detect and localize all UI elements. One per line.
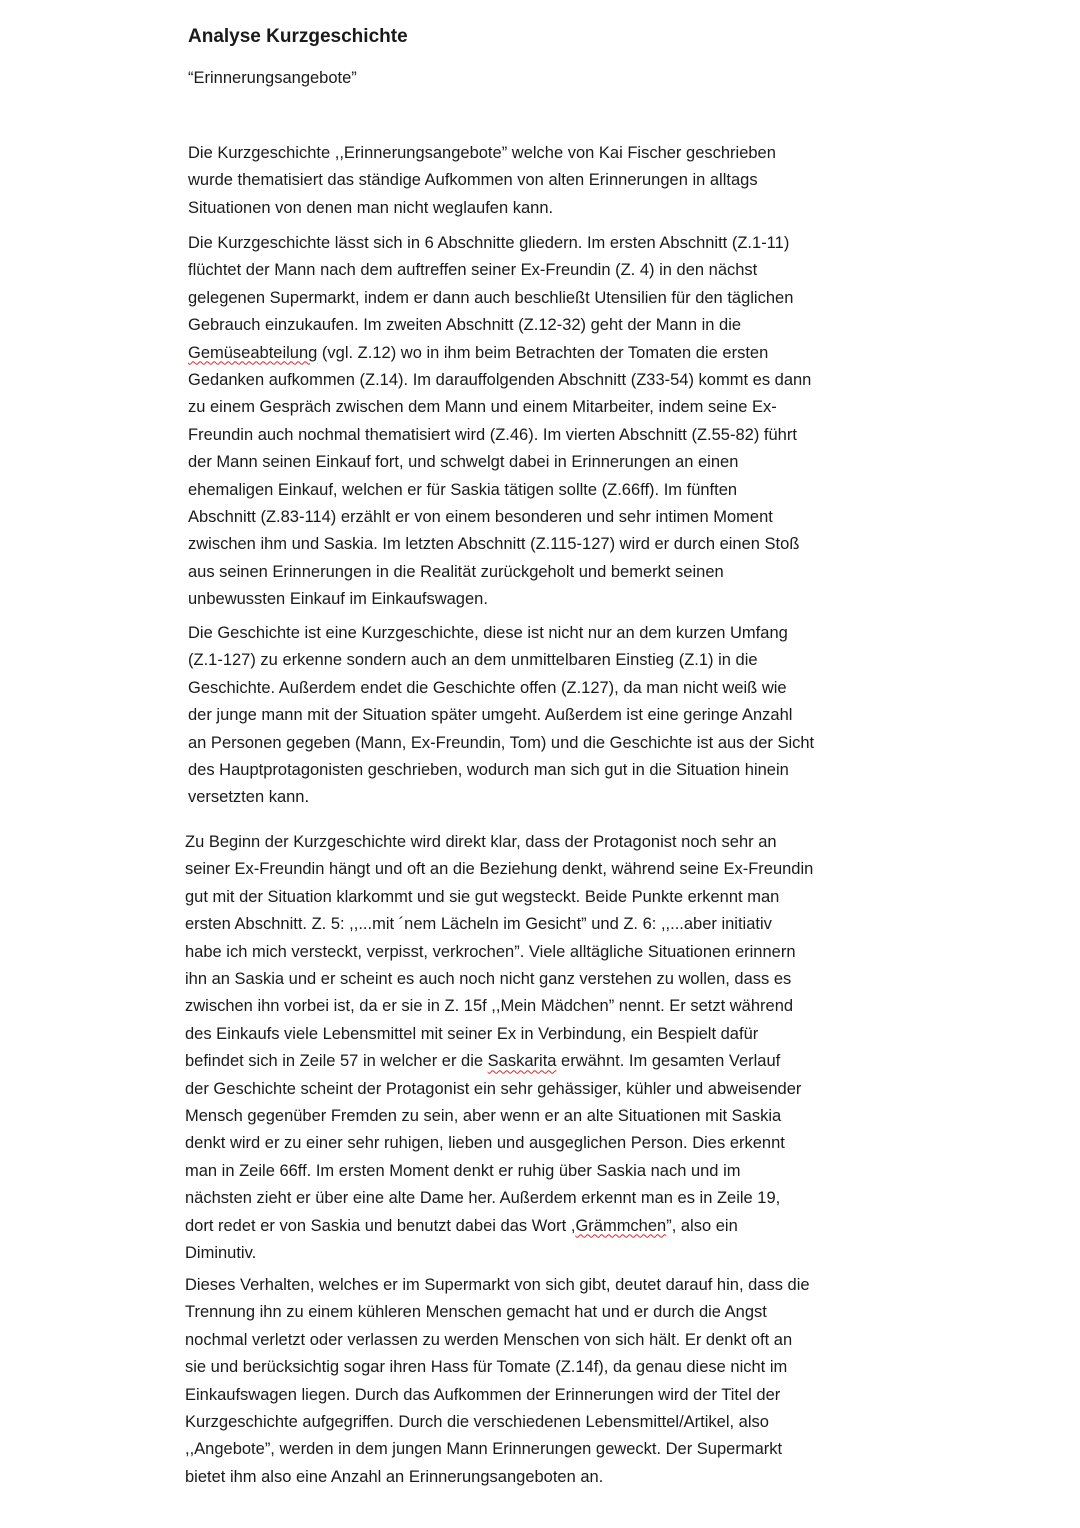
spellcheck-flag[interactable]: Grämmchen xyxy=(575,1216,667,1235)
text-line: ehemaligen Einkauf, welchen er für Saskia tätigen sollte (Z.66ff). Im fünften xyxy=(188,480,738,499)
text-line: Freundin auch nochmal thematisiert wird (Z.46). Im vierten Abschnitt (Z.55-82) führt xyxy=(188,425,797,444)
text-line: versetzten kann. xyxy=(188,788,310,807)
text-line: des Einkaufs viele Lebensmittel mit seiner Ex in Verbindung, ein Bespielt dafür xyxy=(185,1024,759,1043)
text-line: Trennung ihn zu einem kühleren Menschen gemacht hat und er durch die Angst xyxy=(185,1303,767,1322)
text-line: Gemüseabteilung (vgl. Z.12) wo in ihm beim Betrachten der Tomaten die ersten xyxy=(188,343,769,362)
text-line: Die Kurzgeschichte lässt sich in 6 Abschnitte gliedern. Im ersten Abschnitt (Z.1-11) xyxy=(188,234,790,252)
text-line: befindet sich in Zeile 57 in welcher er die Saskarita erwähnt. Im gesamten Verlauf xyxy=(185,1052,781,1071)
text-line: Situationen von denen man nicht weglaufen kann. xyxy=(188,198,554,217)
text-line: Geschichte. Außerdem endet die Geschichte offen (Z.127), da man nicht weiß wie xyxy=(188,678,787,697)
text-line: Dieses Verhalten, welches er im Supermarkt von sich gibt, deutet darauf hin, dass die xyxy=(185,1276,810,1294)
paragraph-structure xyxy=(188,230,811,614)
text-line: wurde thematisiert das ständige Aufkommen von alten Erinnerungen in alltags xyxy=(188,171,758,190)
text-line: zu einem Gespräch zwischen dem Mann und einem Mitarbeiter, indem seine Ex- xyxy=(188,398,777,417)
paragraph-intro xyxy=(188,140,776,222)
text-line: Die Kurzgeschichte ,,Erinnerungsangebote” welche von Kai Fischer geschrieben xyxy=(188,144,776,162)
text-line: der junge mann mit der Situation später umgeht. Außerdem ist eine geringe Anzahl xyxy=(188,706,793,725)
text-line: Kurzgeschichte aufgegriffen. Durch die verschiedenen Lebensmittel/Artikel, also xyxy=(185,1413,769,1432)
text-line: Diminutiv. xyxy=(185,1244,257,1263)
text-line: Mensch gegenüber Fremden zu sein, aber wenn er an alte Situationen mit Saskia xyxy=(185,1107,782,1126)
text-line: (Z.1-127) zu erkenne sondern auch an dem unmittelbaren Einstieg (Z.1) in die xyxy=(188,651,758,670)
text-line: nächsten zieht er über eine alte Dame her. Außerdem erkennt man es in Zeile 19, xyxy=(185,1189,781,1208)
text-line: der Geschichte scheint der Protagonist ein sehr gehässiger, kühler und abweisender xyxy=(185,1079,802,1098)
text-line: der Mann seinen Einkauf fort, und schwelgt dabei in Erinnerungen an einen xyxy=(188,453,739,472)
text-line: habe ich mich versteckt, verpisst, verkrochen”. Viele alltägliche Situationen erinnern xyxy=(185,942,796,961)
spellcheck-flag[interactable]: Saskarita xyxy=(487,1052,557,1071)
text-line: gelegenen Supermarkt, indem er dann auch beschließt Utensilien für den täglichen xyxy=(188,288,794,307)
text-line: ersten Abschnitt. Z. 5: ,,...mit ´nem Lächeln im Gesicht” und Z. 6: ,,...aber initiativ xyxy=(185,915,772,934)
text-line: dort redet er von Saskia und benutzt dabei das Wort ,Grämmchen”, also ein xyxy=(185,1216,738,1235)
text-line: Gebrauch einzukaufen. Im zweiten Abschnitt (Z.12-32) geht der Mann in die xyxy=(188,316,742,335)
text-line: man in Zeile 66ff. Im ersten Moment denkt er ruhig über Saskia nach und im xyxy=(185,1161,741,1180)
document-subtitle: “Erinnerungsangebote” xyxy=(188,69,357,87)
spellcheck-flag[interactable]: Gemüseabteilung xyxy=(188,343,318,362)
text-line: ihn an Saskia und er scheint es auch noch nicht ganz verstehen zu wollen, dass es xyxy=(185,970,792,989)
text-line: unbewussten Einkauf im Einkaufswagen. xyxy=(188,590,488,609)
text-line: aus seinen Erinnerungen in die Realität zurückgeholt und bemerkt seinen xyxy=(188,562,724,581)
text-line: Einkaufswagen liegen. Durch das Aufkommen der Erinnerungen wird der Titel der xyxy=(185,1385,781,1404)
text-line: ,,Angebote”, werden in dem jungen Mann Erinnerungen geweckt. Der Supermarkt xyxy=(185,1440,783,1459)
text-line: denkt wird er zu einer sehr ruhigen, lieben und ausgeglichen Person. Dies erkennt xyxy=(185,1134,785,1153)
text-line: Die Geschichte ist eine Kurzgeschichte, diese ist nicht nur an dem kurzen Umfang xyxy=(188,624,788,642)
text-line: zwischen ihn vorbei ist, da er sie in Z. 15f ,,Mein Mädchen” nennt. Er setzt während xyxy=(185,997,794,1016)
document-title: Analyse Kurzgeschichte xyxy=(188,26,408,47)
text-line: an Personen gegeben (Mann, Ex-Freundin, Tom) und die Geschichte ist aus der Sicht xyxy=(188,733,815,752)
paragraph-characterization xyxy=(185,829,813,1268)
text-line: zwischen ihm und Saskia. Im letzten Abschnitt (Z.115-127) wird er durch einen Stoß xyxy=(188,535,800,554)
text-line: nochmal verletzt oder verlassen zu werden Menschen von sich hält. Er denkt oft an xyxy=(185,1330,793,1349)
text-line: seiner Ex-Freundin hängt und oft an die Beziehung denkt, während seine Ex-Freundin xyxy=(185,860,814,879)
paragraph-genre xyxy=(188,620,814,812)
text-line: des Hauptprotagonisten geschrieben, wodurch man sich gut in die Situation hinein xyxy=(188,761,789,780)
text-line: sie und berücksichtig sogar ihren Hass für Tomate (Z.14f), da genau diese nicht im xyxy=(185,1358,788,1377)
text-line: Zu Beginn der Kurzgeschichte wird direkt klar, dass der Protagonist noch sehr an xyxy=(185,833,777,851)
text-line: gut mit der Situation klarkommt und sie gut wegsteckt. Beide Punkte erkennt man xyxy=(185,887,780,906)
paragraph-interpretation xyxy=(185,1272,810,1491)
text-line: Abschnitt (Z.83-114) erzählt er von einem besonderen und sehr intimen Moment xyxy=(188,508,773,527)
text-line: Gedanken aufkommen (Z.14). Im darauffolgenden Abschnitt (Z33-54) kommt es dann xyxy=(188,371,812,390)
text-line: flüchtet der Mann nach dem auftreffen seiner Ex-Freundin (Z. 4) in den nächst xyxy=(188,261,758,280)
text-line: bietet ihm also eine Anzahl an Erinnerungsangeboten an. xyxy=(185,1467,604,1486)
